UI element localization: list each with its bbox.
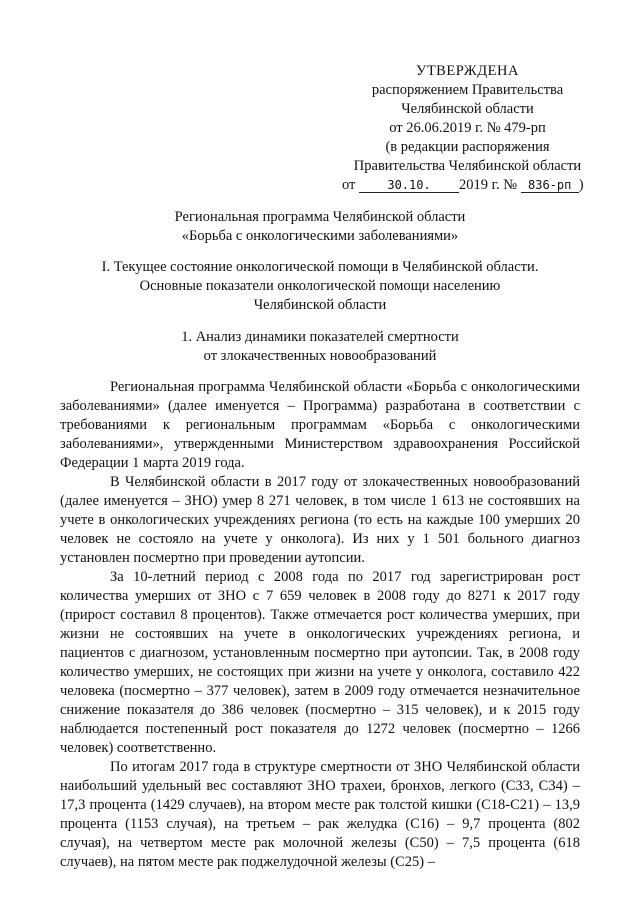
approval-line: распоряжением Правительства <box>371 82 564 98</box>
number-field: 836-рп <box>521 178 579 193</box>
section-title-line: Челябинской области <box>253 297 387 313</box>
approval-line: от 26.06.2019 г. № 479-рп <box>389 120 546 136</box>
section-title <box>60 258 580 315</box>
approval-line: Челябинской области <box>401 101 534 117</box>
subsection-title-line: 1. Анализ динамики показателей смертности <box>181 329 459 345</box>
approval-date-line <box>330 176 605 195</box>
program-title <box>60 208 580 246</box>
approval-stamp <box>330 62 605 195</box>
section-title-line: I. Текущее состояние онкологической помощи в Челябинской области. <box>101 259 539 275</box>
section-title-line: Основные показатели онкологической помощи населению <box>139 278 501 294</box>
paragraph: По итогам 2017 года в структуре смертности от ЗНО Челябинской области наибольший удельный вес составляют ЗНО трахеи, бронхов, легкого (С33, С34) – 17,3 процента (1429 случаев), на втором месте рак толстой кишки (С18-С21) – 13,9 процента (1153 случая), на третьем – рак желудка (С16) – 9,7 процента (802 случая), на четвертом месте рак молочной железы (С50) – 7,5 процента (618 случаев), на пятом месте рак поджелудочной железы (С25) – <box>60 759 580 870</box>
date-prefix: от <box>342 177 356 193</box>
subsection-title <box>60 328 580 366</box>
date-year: 2019 г. № <box>459 177 518 193</box>
paragraph: В Челябинской области в 2017 году от злокачественных новообразований (далее именуется – ЗНО) умер 8 271 человек, в том числе 1 613 не состоявших на учете в онкологических учреждениях региона (то есть на каждые 100 умерших 20 человек не состояло на учете у онколога). Из них у 1 501 больного диагноз установлен посмертно при проведении аутопсии. <box>60 474 580 566</box>
program-title-line: «Борьба с онкологическими заболеваниями» <box>181 228 459 244</box>
closing-paren: ) <box>578 177 584 193</box>
body-text <box>60 378 580 872</box>
paragraph: Региональная программа Челябинской области «Борьба с онкологическими заболеваниями» (далее именуется – Программа) разработана в соответствии с требованиями к региональным программам «Борьба с онкологическими заболеваниями», утвержденными Министерством здравоохранения Российской Федерации 1 марта 2019 года. <box>60 379 580 471</box>
approval-heading: УТВЕРЖДЕНА <box>416 63 519 79</box>
approval-line: (в редакции распоряжения <box>385 139 550 155</box>
program-title-line: Региональная программа Челябинской области <box>174 209 466 225</box>
subsection-title-line: от злокачественных новообразований <box>203 348 437 364</box>
paragraph: За 10-летний период с 2008 года по 2017 год зарегистрирован рост количества умерших от ЗНО с 7 659 человек в 2008 году до 8271 к 2017 году (прирост составил 8 процентов). Также отмечается рост количества умерших, при жизни не состоявших на учете в онкологических учреждениях региона, и пациентов с диагнозом, установленным посмертно при аутопсии. Так, в 2008 году количество умерших, не состоящих при жизни на учете у онколога, составило 422 человека (посмертно – 377 человек), затем в 2009 году отмечается незначительное снижение показателя до 386 человек (посмертно – 315 человек), и к 2015 году наблюдается постепенный рост показателя до 1272 человек (посмертно – 1266 человек) соответственно. <box>60 569 580 756</box>
approval-line: Правительства Челябинской области <box>353 158 582 174</box>
date-field: 30.10. <box>359 178 459 193</box>
